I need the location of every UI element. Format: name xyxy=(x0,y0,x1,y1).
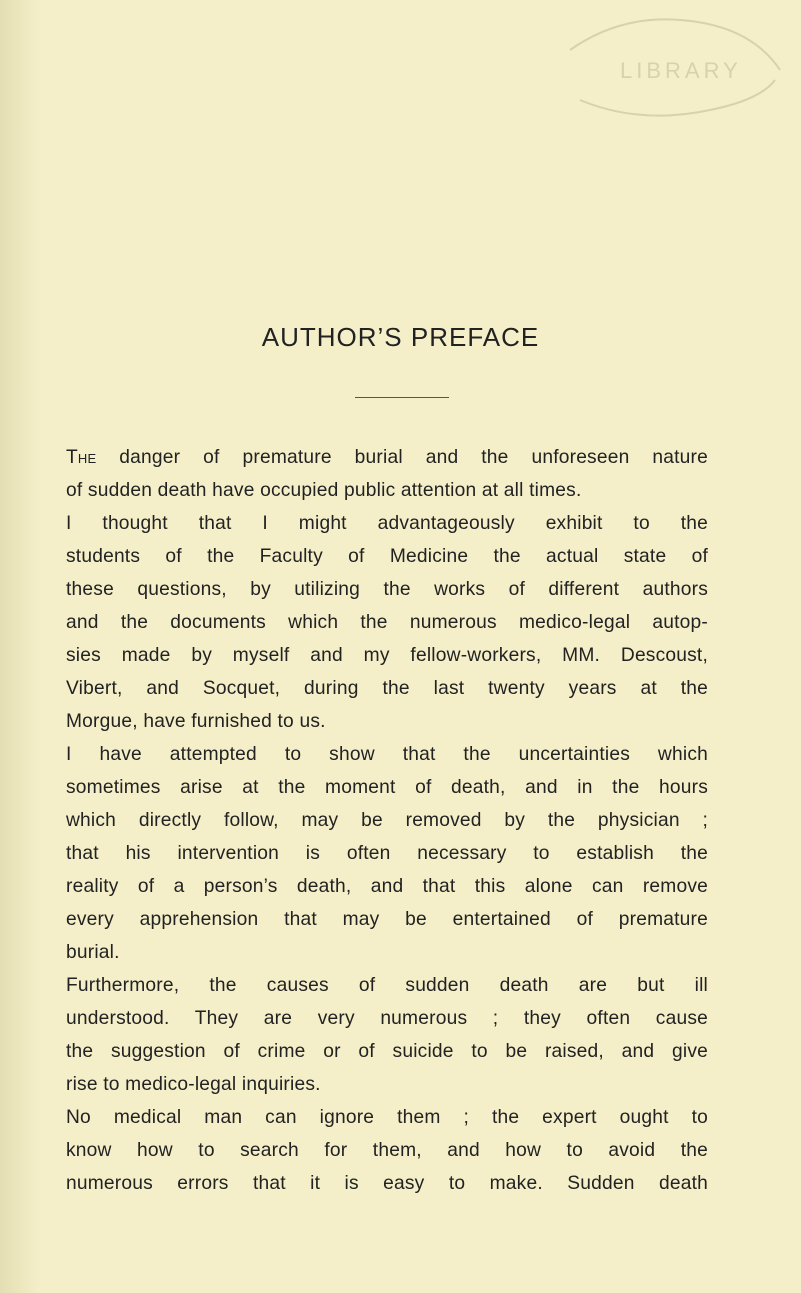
text-line: Vibert, and Socquet, during the last twenty years at the xyxy=(66,678,708,699)
text-line: reality of a person’s death, and that this alone can remove xyxy=(66,876,708,897)
text-line: The danger of premature burial and the unforeseen nature xyxy=(66,447,708,468)
text-line: numerous errors that it is easy to make. Sudden death xyxy=(66,1173,708,1194)
text-line: I thought that I might advantageously exhibit to the xyxy=(66,513,708,534)
text-line: I have attempted to show that the uncertainties which xyxy=(66,744,708,765)
text-line: burial. xyxy=(66,942,120,963)
lead-word: The xyxy=(66,447,97,468)
title-divider xyxy=(355,397,449,398)
text-line: Morgue, have furnished to us. xyxy=(66,711,326,732)
text-line: understood. They are very numerous ; they often cause xyxy=(66,1008,708,1029)
text-line: of sudden death have occupied public attention at all times. xyxy=(66,480,582,501)
paragraph-1 xyxy=(66,441,708,507)
page-title: AUTHOR’S PREFACE xyxy=(261,322,540,352)
stamp-text: LIBRARY xyxy=(620,58,742,83)
text-line: rise to medico-legal inquiries. xyxy=(66,1074,321,1095)
preface-body xyxy=(66,441,708,1200)
paragraph-2 xyxy=(66,507,708,738)
text-line: that his intervention is often necessary to establish the xyxy=(66,843,708,864)
text-line: Furthermore, the causes of sudden death are but ill xyxy=(66,975,708,996)
text-line: the suggestion of crime or of suicide to be raised, and give xyxy=(66,1041,708,1062)
text-line: No medical man can ignore them ; the expert ought to xyxy=(66,1107,708,1128)
text-line: which directly follow, may be removed by the physician ; xyxy=(66,810,708,831)
text-line: students of the Faculty of Medicine the actual state of xyxy=(66,546,708,567)
paragraph-4 xyxy=(66,969,708,1101)
text-line: know how to search for them, and how to avoid the xyxy=(66,1140,708,1161)
text-line: sies made by myself and my fellow-workers, MM. Descoust, xyxy=(66,645,708,666)
library-stamp-watermark xyxy=(560,10,790,130)
text-line: sometimes arise at the moment of death, and in the hours xyxy=(66,777,708,798)
text-line: these questions, by utilizing the works of different authors xyxy=(66,579,708,600)
text-line: every apprehension that may be entertained of premature xyxy=(66,909,708,930)
paragraph-3 xyxy=(66,738,708,969)
text-line: and the documents which the numerous medico-legal autop- xyxy=(66,612,708,633)
paragraph-5 xyxy=(66,1101,708,1200)
